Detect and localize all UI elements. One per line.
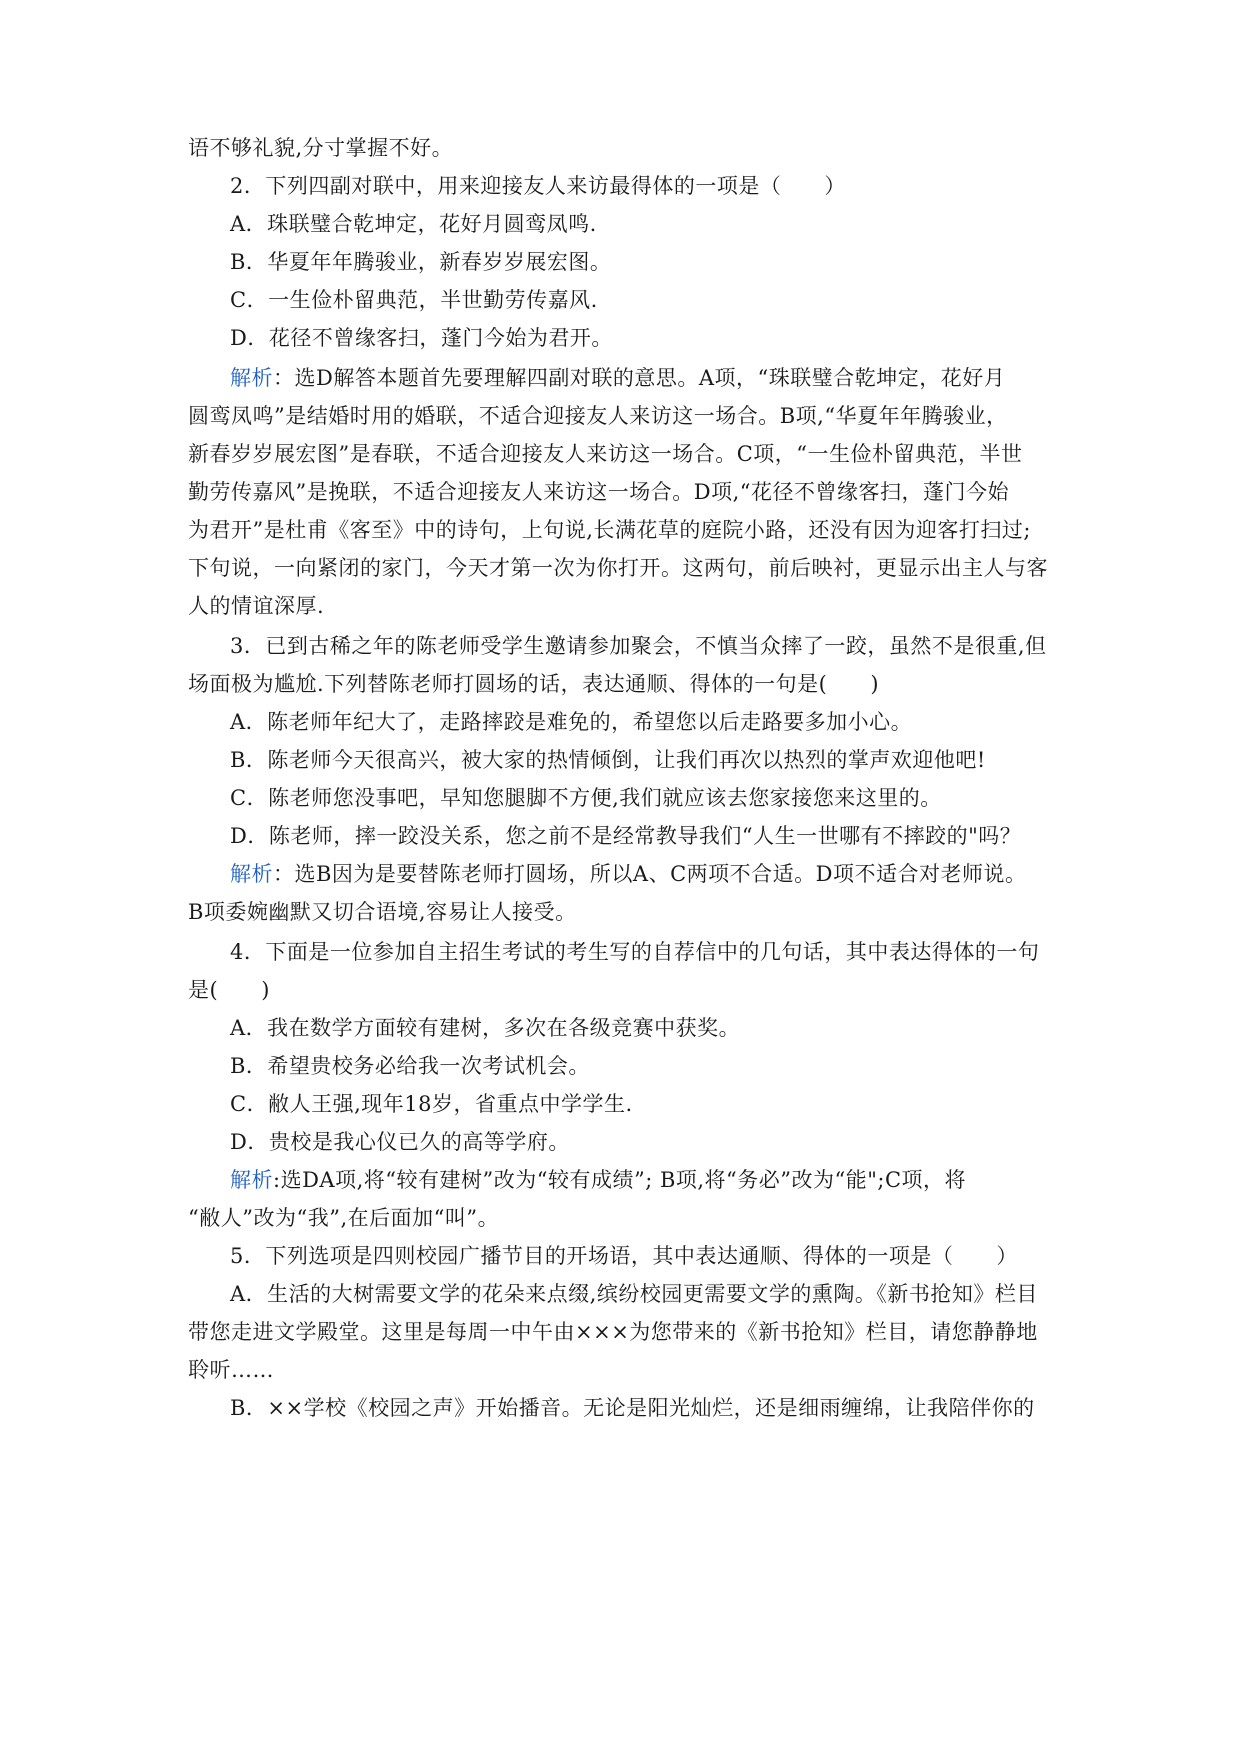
- question-2-stem: 2．下列四副对联中，用来迎接友人来访最得体的一项是（ ）: [230, 174, 846, 198]
- analysis-2-line: 勤劳传嘉风”是挽联，不适合迎接友人来访这一场合。D项,“花径不曾缘客扫，蓬门今始: [188, 480, 1009, 504]
- analysis-2-line: 解析：选D解答本题首先要理解四副对联的意思。A项，“珠联璧合乾坤定，花好月: [230, 366, 1006, 390]
- analysis-2-line: 人的情谊深厚.: [188, 594, 325, 618]
- question-2-option-d: D．花径不曾缘客扫，蓬门今始为君开。: [230, 326, 613, 350]
- text-line: 语不够礼貌,分寸掌握不好。: [188, 136, 454, 160]
- analysis-2-line: 圆鸾凤鸣”是结婚时用的婚联，不适合迎接友人来访这一场合。B项,“华夏年年腾骏业，: [188, 404, 1008, 428]
- analysis-label: 解析: [230, 862, 273, 886]
- question-2-option-c: C．一生俭朴留典范，半世勤劳传嘉风.: [230, 288, 598, 312]
- analysis-3-line: B项委婉幽默又切合语境,容易让人接受。: [188, 900, 577, 924]
- question-4-option-b: B．希望贵校务必给我一次考试机会。: [230, 1054, 590, 1078]
- question-4-option-c: C．敝人王强,现年18岁，省重点中学学生.: [230, 1092, 633, 1116]
- question-5-option-a: A．生活的大树需要文学的花朵来点缀,缤纷校园更需要文学的熏陶。《新书抢知》栏目: [230, 1282, 1038, 1306]
- question-3-option-a: A．陈老师年纪大了，走路摔跤是难免的，希望您以后走路要多加小心。: [230, 710, 913, 734]
- analysis-label: 解析: [230, 366, 273, 390]
- analysis-4-line: 解析:选DA项,将“较有建树”改为“较有成绩”; B项,将“务必”改为“能";C项，将: [230, 1168, 967, 1192]
- question-4-option-a: A．我在数学方面较有建树，多次在各级竞赛中获奖。: [230, 1016, 741, 1040]
- question-3-option-d: D．陈老师，摔一跤没关系，您之前不是经常教导我们“人生一世哪有不摔跤的"吗？: [230, 824, 1022, 848]
- question-2-option-b: B．华夏年年腾骏业，新春岁岁展宏图。: [230, 250, 612, 274]
- question-4-stem: 4．下面是一位参加自主招生考试的考生写的自荐信中的几句话，其中表达得体的一句: [230, 940, 1040, 964]
- question-5-option-a: 聆听……: [188, 1358, 274, 1382]
- analysis-2-line: 新春岁岁展宏图”是春联，不适合迎接友人来访这一场合。C项，“一生俭朴留典范，半世: [188, 442, 1023, 466]
- analysis-2-line: 下句说，一向紧闭的家门，今天才第一次为你打开。这两句，前后映衬，更显示出主人与客: [188, 556, 1048, 580]
- question-5-option-b: B．××学校《校园之声》开始播音。无论是阳光灿烂，还是细雨缠绵，让我陪伴你的: [230, 1396, 1035, 1420]
- analysis-label: 解析: [230, 1168, 273, 1192]
- question-4-stem: 是( ): [188, 978, 270, 1002]
- question-3-stem: 场面极为尴尬.下列替陈老师打圆场的话，表达通顺、得体的一句是( ): [188, 672, 880, 696]
- analysis-4-line: “敝人”改为“我”,在后面加“叫”。: [188, 1206, 500, 1230]
- question-3-option-c: C．陈老师您没事吧，早知您腿脚不方便,我们就应该去您家接您来这里的。: [230, 786, 942, 810]
- question-3-option-b: B．陈老师今天很高兴，被大家的热情倾倒，让我们再次以热烈的掌声欢迎他吧!: [230, 748, 986, 772]
- question-4-option-d: D．贵校是我心仪已久的高等学府。: [230, 1130, 570, 1154]
- question-5-stem: 5．下列选项是四则校园广播节目的开场语，其中表达通顺、得体的一项是（ ）: [230, 1244, 1018, 1268]
- question-5-option-a: 带您走进文学殿堂。这里是每周一中午由×××为您带来的《新书抢知》栏目，请您静静地: [188, 1320, 1038, 1344]
- analysis-2-line: 为君开”是杜甫《客至》中的诗句，上句说,长满花草的庭院小路，还没有因为迎客打扫过;: [188, 518, 1031, 542]
- analysis-3-line: 解析：选B因为是要替陈老师打圆场，所以A、C两项不合适。D项不适合对老师说。: [230, 862, 1027, 886]
- question-2-option-a: A．珠联璧合乾坤定，花好月圆鸾凤鸣.: [230, 212, 597, 236]
- question-3-stem: 3．已到古稀之年的陈老师受学生邀请参加聚会，不慎当众摔了一跤，虽然不是很重,但: [230, 634, 1047, 658]
